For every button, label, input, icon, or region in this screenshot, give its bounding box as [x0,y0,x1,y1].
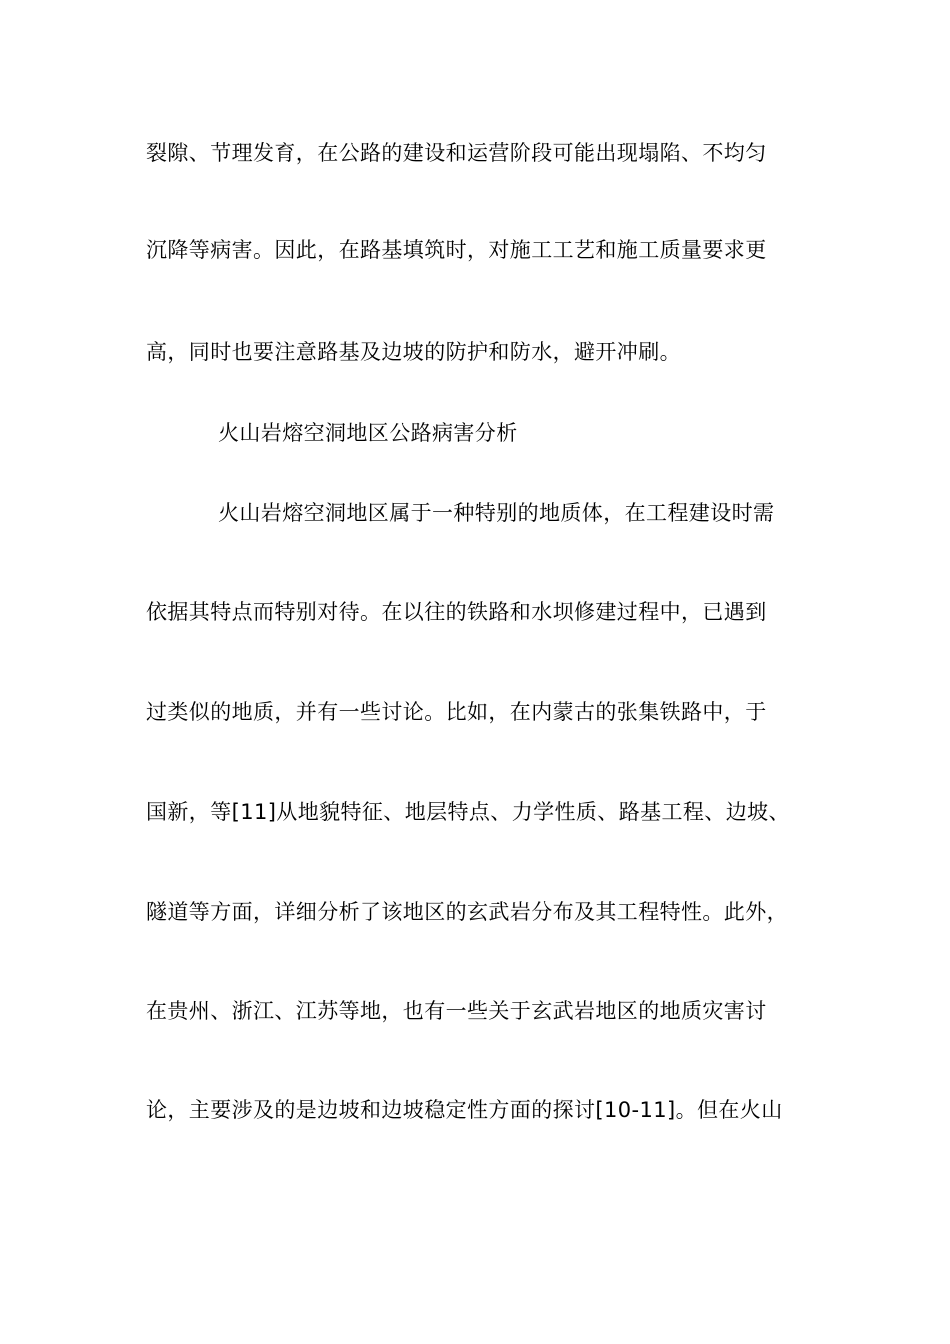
paragraph-2-line-2: 依据其特点而特别对待。在以往的铁路和水坝修建过程中，已遇到 [146,600,767,624]
paragraph-1-line-1: 裂隙、节理发育，在公路的建设和运营阶段可能出现塌陷、不均匀 [146,141,767,165]
paragraph-2-line-6: 在贵州、浙江、江苏等地，也有一些关于玄武岩地区的地质灾害讨 [146,999,767,1023]
paragraph-1-line-3: 高，同时也要注意路基及边坡的防护和防水，避开冲刷。 [146,340,681,364]
paragraph-2-line-1: 火山岩熔空洞地区属于一种特别的地质体，在工程建设时需 [218,501,775,525]
paragraph-2-line-3: 过类似的地质，并有一些讨论。比如，在内蒙古的张集铁路中，于 [146,700,767,724]
paragraph-2-line-7: 论，主要涉及的是边坡和边坡稳定性方面的探讨[10-11]。但在火山 [146,1098,783,1122]
paragraph-2-line-4: 国新，等[11]从地貌特征、地层特点、力学性质、路基工程、边坡、 [146,800,790,824]
section-heading: 火山岩熔空洞地区公路病害分析 [218,421,518,445]
paragraph-2-line-5: 隧道等方面，详细分析了该地区的玄武岩分布及其工程特性。此外， [146,900,788,924]
paragraph-1-line-2: 沉降等病害。因此，在路基填筑时，对施工工艺和施工质量要求更 [146,238,767,262]
